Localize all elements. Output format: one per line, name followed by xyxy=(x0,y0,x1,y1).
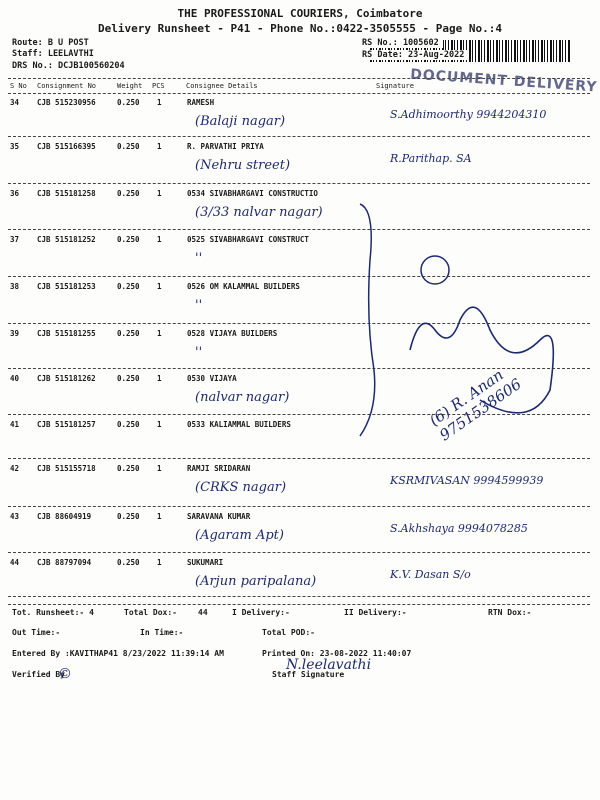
row-consignment-no: CJB 515155718 xyxy=(37,464,96,473)
row-consignment-no: CJB 515181252 xyxy=(37,235,96,244)
route-label: Route: B U POST xyxy=(12,38,89,48)
row-divider xyxy=(8,506,590,507)
col-sno: S No xyxy=(10,82,27,90)
row-signature: KSRMIVASAN 9994599939 xyxy=(390,474,544,487)
entered-by: Entered By :KAVITHAP41 8/23/2022 11:39:14 AM xyxy=(12,649,224,658)
totals-divider xyxy=(8,604,590,605)
row-pcs: 1 xyxy=(157,558,162,567)
row-consignment-no: CJB 515181262 xyxy=(37,374,96,383)
row-consignment-no: CJB 515230956 xyxy=(37,98,96,107)
row-weight: 0.250 xyxy=(117,98,140,107)
row-pcs: 1 xyxy=(157,512,162,521)
document-delivery-stamp: DOCUMENT DELIVERY xyxy=(409,66,599,96)
row-pcs: 1 xyxy=(157,464,162,473)
row-sno: 34 xyxy=(10,98,20,107)
row-pcs: 1 xyxy=(157,142,162,151)
tot-runsheet: Tot. Runsheet:- 4 xyxy=(12,608,94,617)
col-signature: Signature xyxy=(376,82,414,90)
row-consignment-no: CJB 515181258 xyxy=(37,189,96,198)
staff-signature-label: Staff Signature xyxy=(272,670,345,679)
rs-date: RS Date: 23-Aug-2022 xyxy=(362,50,468,60)
row-sno: 44 xyxy=(10,558,20,567)
row-consignee-name: 0528 VIJAYA BUILDERS xyxy=(187,329,278,338)
row-sno: 35 xyxy=(10,142,20,151)
row-address-note: (Balaji nagar) xyxy=(195,114,286,129)
row-consignee-name: 0525 SIVABHARGAVI CONSTRUCT xyxy=(187,235,309,244)
row-address-note: (Nehru street) xyxy=(195,158,291,173)
row-weight: 0.250 xyxy=(117,374,140,383)
row-signature: K.V. Dasan S/o xyxy=(390,568,471,581)
row-consignee-name: 0526 OM KALAMMAL BUILDERS xyxy=(187,282,300,291)
row-sno: 42 xyxy=(10,464,20,473)
row-consignment-no: CJB 515166395 xyxy=(37,142,96,151)
row-pcs: 1 xyxy=(157,374,162,383)
row-pcs: 1 xyxy=(157,235,162,244)
total-dox-value: 44 xyxy=(198,608,208,617)
runsheet-title: THE PROFESSIONAL COURIERS, Coimbatore xyxy=(177,7,423,20)
row-consignee-name: 0530 VIJAYA xyxy=(187,374,237,383)
row-address-note: (Arjun paripalana) xyxy=(195,574,317,589)
row-address-note: '' xyxy=(195,251,203,266)
row-address-note: (CRKS nagar) xyxy=(195,480,287,495)
ii-delivery: II Delivery:- xyxy=(344,608,407,617)
row-sno: 40 xyxy=(10,374,20,383)
row-sno: 43 xyxy=(10,512,20,521)
row-divider xyxy=(8,552,590,553)
row-pcs: 1 xyxy=(157,282,162,291)
row-weight: 0.250 xyxy=(117,329,140,338)
row-pcs: 1 xyxy=(157,98,162,107)
row-divider xyxy=(8,183,590,184)
row-weight: 0.250 xyxy=(117,558,140,567)
row-weight: 0.250 xyxy=(117,282,140,291)
row-pcs: 1 xyxy=(157,420,162,429)
row-weight: 0.250 xyxy=(117,464,140,473)
row-address-note: (Agaram Apt) xyxy=(195,528,284,543)
in-time: In Time:- xyxy=(140,628,184,637)
row-sno: 37 xyxy=(10,235,20,244)
row-divider xyxy=(8,596,590,597)
row-sno: 39 xyxy=(10,329,20,338)
row-signature: R.Parithap. SA xyxy=(390,152,472,165)
col-consignee: Consignee Details xyxy=(186,82,258,90)
row-consignee-name: 0534 SIVABHARGAVI CONSTRUCTIO xyxy=(187,189,318,198)
runsheet-subtitle: Delivery Runsheet - P41 - Phone No.:0422-3505555 - Page No.:4 xyxy=(98,22,502,35)
row-consignment-no: CJB 88797094 xyxy=(37,558,92,567)
staff-label: Staff: LEELAVTHI xyxy=(12,49,94,59)
row-consignee-name: R. PARVATHI PRIYA xyxy=(187,142,264,151)
header-divider-top xyxy=(8,78,590,79)
row-weight: 0.250 xyxy=(117,189,140,198)
rs-number: RS No.: 1005602 xyxy=(362,38,443,48)
row-consignment-no: CJB 515181253 xyxy=(37,282,96,291)
drs-number: DRS No.: DCJB100560204 xyxy=(12,61,125,71)
row-address-note: (nalvar nagar) xyxy=(195,390,290,405)
row-consignment-no: CJB 88604919 xyxy=(37,512,92,521)
verified-mark: © xyxy=(58,666,72,682)
row-address-note: '' xyxy=(195,345,203,360)
row-address-note: '' xyxy=(195,298,203,313)
total-pod: Total POD:- xyxy=(262,628,315,637)
row-divider xyxy=(8,458,590,459)
row-weight: 0.250 xyxy=(117,420,140,429)
staff-signature-hand: N.leelavathi xyxy=(286,657,372,673)
row-signature: S.Akhshaya 9994078285 xyxy=(390,522,528,535)
row-weight: 0.250 xyxy=(117,512,140,521)
row-consignee-name: RAMESH xyxy=(187,98,215,107)
col-consignment: Consignment No xyxy=(37,82,97,90)
col-weight: Weight xyxy=(117,82,143,90)
out-time: Out Time:- xyxy=(12,628,61,637)
row-sno: 38 xyxy=(10,282,20,291)
header-divider-bottom xyxy=(8,93,590,94)
verified-by: Verified By xyxy=(12,670,65,679)
total-dox-label: Total Dox:- xyxy=(124,608,177,617)
row-address-note: (3/33 nalvar nagar) xyxy=(195,205,323,220)
row-divider xyxy=(8,136,590,137)
row-pcs: 1 xyxy=(157,329,162,338)
rtn-dox: RTN Dox:- xyxy=(488,608,532,617)
row-sno: 36 xyxy=(10,189,20,198)
row-weight: 0.250 xyxy=(117,142,140,151)
printed-on: Printed On: 23-08-2022 11:40:07 xyxy=(262,649,412,658)
row-consignee-name: SUKUMARI xyxy=(187,558,224,567)
row-consignee-name: RAMJI SRIDARAN xyxy=(187,464,251,473)
row-weight: 0.250 xyxy=(117,235,140,244)
row-consignment-no: CJB 515181257 xyxy=(37,420,96,429)
row-consignment-no: CJB 515181255 xyxy=(37,329,96,338)
row-signature: S.Adhimoorthy 9944204310 xyxy=(390,108,547,121)
row-sno: 41 xyxy=(10,420,20,429)
row-pcs: 1 xyxy=(157,189,162,198)
row-consignee-name: 0533 KALIAMMAL BUILDERS xyxy=(187,420,291,429)
row-consignee-name: SARAVANA KUMAR xyxy=(187,512,251,521)
group-signature-text: (6) R. Anan 9751538606 xyxy=(425,365,525,445)
col-pcs: PCS xyxy=(152,82,165,90)
i-delivery: I Delivery:- xyxy=(232,608,290,617)
